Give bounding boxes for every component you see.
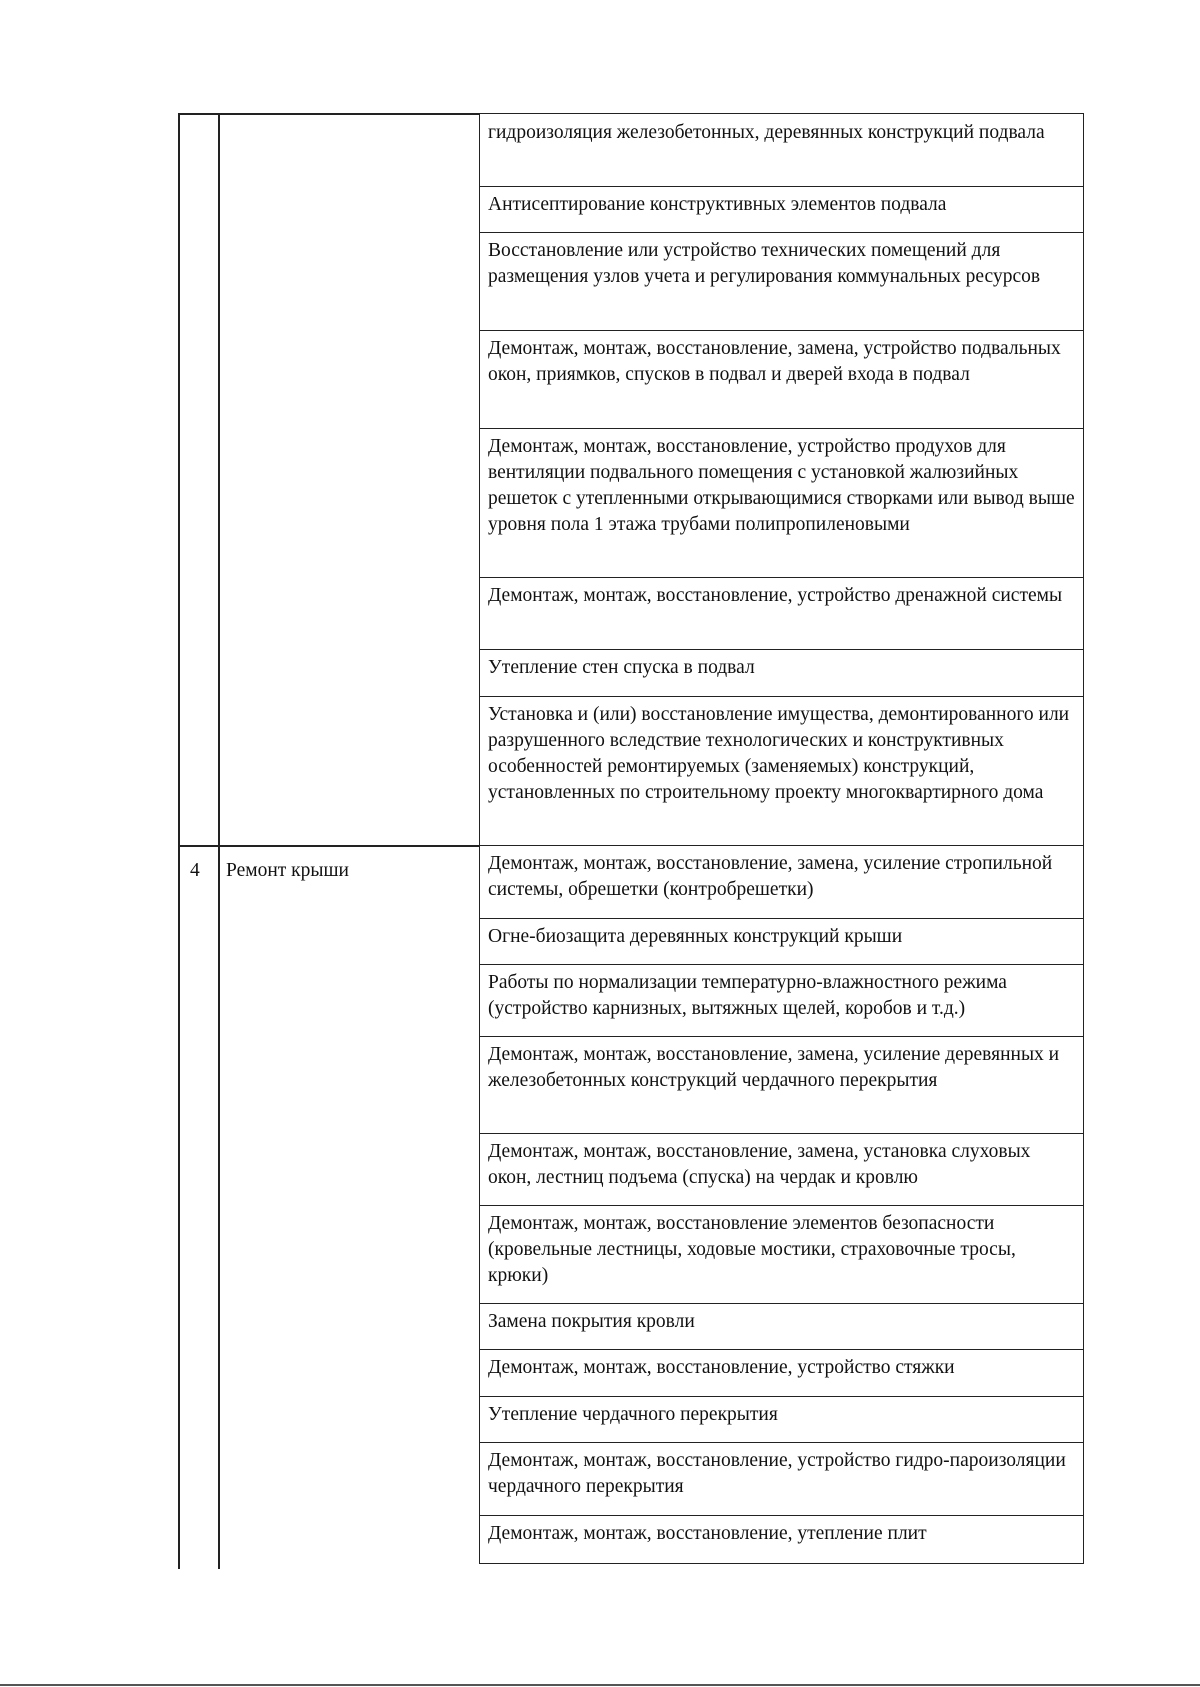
- work-text: Демонтаж, монтаж, восстановление, замена, установка слуховых окон, лестниц подъема (спуска) на чердак и кровлю: [488, 1141, 1031, 1188]
- table-cell-work: [479, 1303, 1084, 1350]
- work-text: Работы по нормализации температурно-влажностного режима (устройство карнизных, вытяжных щелей, коробов и т.д.): [488, 972, 1007, 1019]
- table-cell-work: [479, 1036, 1084, 1134]
- table-cell-work: [479, 1515, 1084, 1564]
- work-text: Демонтаж, монтаж, восстановление, устройство стяжки: [488, 1357, 955, 1378]
- table-top-border-left: [178, 113, 480, 115]
- work-text: Демонтаж, монтаж, восстановление, устройство продухов для вентиляции подвального помещения с установкой жалюзийных решеток с утепленными открывающимися створками или вывод выше уровня пола 1 этажа трубами полипропиленовыми: [488, 436, 1075, 535]
- table-cell-work: [479, 186, 1084, 233]
- work-text: Демонтаж, монтаж, восстановление, утепление плит: [488, 1523, 927, 1544]
- work-text: Демонтаж, монтаж, восстановление, замена, усиление стропильной системы, обрешетки (контробрешетки): [488, 853, 1053, 900]
- table-cell-work: [479, 918, 1084, 965]
- table-col2-border: [218, 113, 220, 1569]
- table-cell-work: [479, 428, 1084, 578]
- table-cell-work: [479, 649, 1084, 697]
- table-cell-work: [479, 964, 1084, 1037]
- table-cell-work: [479, 577, 1084, 650]
- work-text: Демонтаж, монтаж, восстановление, устройство гидро-пароизоляции чердачного перекрытия: [488, 1450, 1066, 1497]
- work-text: Установка и (или) восстановление имущества, демонтированного или разрушенного вследствие технологических и конструктивных особенностей ремонтируемых (заменяемых) конструкций, установленных по строительному проекту многоквартирного дома: [488, 704, 1070, 803]
- table-cell-work: [479, 696, 1084, 846]
- work-text: Демонтаж, монтаж, восстановление элементов безопасности (кровельные лестницы, ходовые мостики, страховочные тросы, крюки): [488, 1213, 1016, 1286]
- table-cell-work: [479, 1442, 1084, 1516]
- table-cell-work: [479, 1205, 1084, 1304]
- table-cell-work: [479, 232, 1084, 331]
- work-text: Демонтаж, монтаж, восстановление, устройство дренажной системы: [488, 585, 1063, 606]
- work-text: Демонтаж, монтаж, восстановление, замена, устройство подвальных окон, приямков, спусков в подвал и дверей входа в подвал: [488, 338, 1061, 385]
- table-cell-work: [479, 1396, 1084, 1443]
- work-text: Замена покрытия кровли: [488, 1311, 695, 1332]
- row-work-category: Ремонт крыши: [226, 860, 349, 881]
- table-left-border: [178, 113, 180, 1569]
- work-text: Восстановление или устройство технических помещений для размещения узлов учета и регулирования коммунальных ресурсов: [488, 240, 1041, 287]
- work-text: Утепление чердачного перекрытия: [488, 1404, 778, 1425]
- work-text: Демонтаж, монтаж, восстановление, замена, усиление деревянных и железобетонных конструкций чердачного перекрытия: [488, 1044, 1060, 1091]
- row-number: 4: [190, 860, 200, 881]
- work-text: гидроизоляция железобетонных, деревянных конструкций подвала: [488, 122, 1045, 143]
- work-text: Утепление стен спуска в подвал: [488, 657, 755, 678]
- table-cell-work: [479, 1349, 1084, 1397]
- table-cell-work: [479, 330, 1084, 429]
- row-separator: [178, 845, 480, 847]
- table-cell-work: [479, 113, 1084, 187]
- table-cell-work: [479, 845, 1084, 919]
- page-bottom-edge: [0, 1684, 1200, 1686]
- table-cell-work: [479, 1133, 1084, 1206]
- work-text: Огне-биозащита деревянных конструкций крыши: [488, 926, 903, 947]
- work-text: Антисептирование конструктивных элементов подвала: [488, 194, 947, 215]
